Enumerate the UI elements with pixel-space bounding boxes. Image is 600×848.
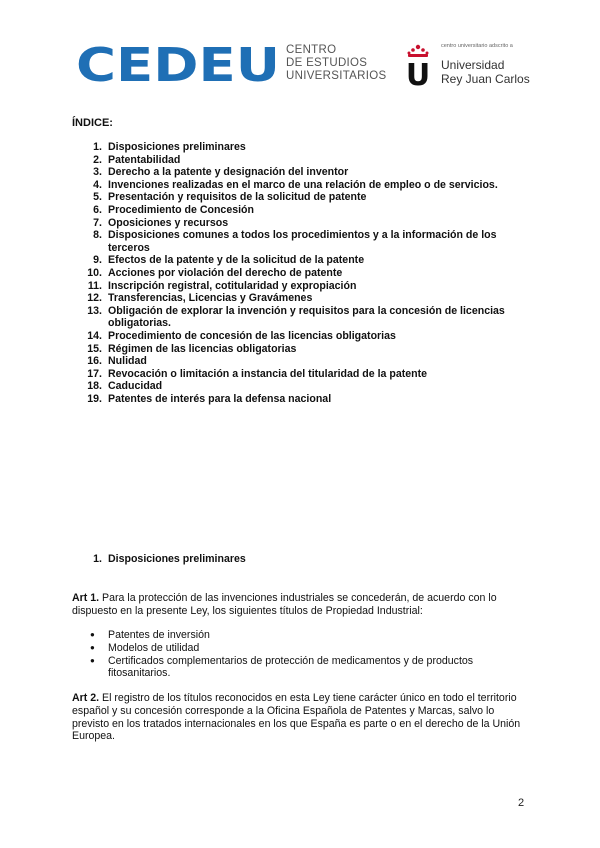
urjc-affiliation: centro universitario adscrito a — [441, 43, 513, 49]
crown-icon — [408, 45, 429, 57]
index-item-text: Efectos de la patente y de la solicitud de la patente — [108, 254, 365, 267]
index-item-number: 12. — [87, 292, 102, 305]
cedeu-subtitle — [286, 44, 386, 83]
index-item-text: Procedimiento de Concesión — [108, 203, 254, 216]
index-item-number: 5. — [93, 191, 102, 204]
index-item-number: 7. — [93, 216, 102, 229]
index-item — [72, 380, 532, 393]
article-label: Art 2. — [72, 692, 100, 704]
index-item-number: 16. — [87, 355, 102, 368]
index-item-text: Derecho a la patente y designación del inventor — [108, 166, 349, 179]
page-header — [0, 0, 600, 100]
index-item-number: 11. — [87, 279, 102, 292]
index-item-text: Régimen de las licencias obligatorias — [108, 342, 297, 355]
bullet-text: Modelos de utilidad — [108, 641, 200, 654]
index-item-text: Oposiciones y recursos — [108, 216, 229, 229]
index-item — [72, 292, 532, 305]
index-list — [72, 141, 532, 405]
index-item — [72, 179, 532, 192]
bullet-icon: ● — [90, 655, 95, 665]
index-item — [72, 204, 532, 217]
urjc-name-line: Rey Juan Carlos — [441, 72, 530, 86]
urjc-logo-letter: U — [405, 58, 431, 86]
urjc-logo — [404, 44, 432, 86]
index-item-number: 6. — [93, 203, 102, 216]
index-item — [72, 191, 532, 204]
index-item-text: Patentes de interés para la defensa nacional — [108, 392, 332, 405]
cedeu-subtitle-line: UNIVERSITARIOS — [286, 70, 387, 82]
index-item-text: Disposiciones comunes a todos los procedimientos y a la información de los terceros — [108, 229, 497, 254]
index-item-text: Caducidad — [108, 380, 163, 393]
article-1 — [72, 592, 532, 618]
index-item-number: 3. — [93, 166, 102, 179]
index-item — [72, 166, 532, 179]
cedeu-subtitle-line: CENTRO — [286, 44, 337, 56]
section-number: 1. — [93, 553, 102, 565]
index-item-text: Disposiciones preliminares — [108, 141, 246, 153]
bullet-text: Certificados complementarios de protección de medicamentos y de productos fitosanitarios. — [108, 654, 474, 680]
cedeu-subtitle-line: DE ESTUDIOS — [286, 57, 368, 69]
cedeu-logo — [76, 43, 280, 85]
index-item — [72, 154, 532, 167]
index-item-text: Transferencias, Licencias y Gravámenes — [108, 292, 313, 305]
index-item — [72, 217, 532, 230]
urjc-name-line: Universidad — [441, 58, 505, 72]
bullet-text: Patentes de inversión — [108, 629, 210, 641]
article-label: Art 1. — [72, 592, 100, 604]
index-item-text: Procedimiento de concesión de las licencias obligatorias — [108, 329, 396, 342]
section-title: Disposiciones preliminares — [108, 553, 246, 565]
index-item-number: 13. — [87, 304, 102, 317]
index-item — [72, 254, 532, 267]
index-item-number: 1. — [93, 141, 102, 153]
index-item — [72, 229, 532, 254]
index-item-text: Revocación o limitación a instancia del titularidad de la patente — [108, 367, 428, 380]
bullet-item — [72, 629, 532, 642]
index-item-number: 19. — [87, 392, 102, 405]
index-item-number: 4. — [93, 178, 102, 191]
bullet-item — [72, 642, 532, 655]
index-item-text: Presentación y requisitos de la solicitud de patente — [108, 191, 367, 204]
section-heading — [72, 553, 246, 565]
bullet-icon: ● — [90, 630, 95, 639]
index-item-text: Obligación de explorar la invención y requisitos para la concesión de licencias obligatorias. — [108, 304, 505, 330]
index-item-number: 10. — [87, 266, 102, 279]
article-text: El registro de los títulos reconocidos en esta Ley tiene carácter único en todo el territorio español y su concesión corresponde a la Oficina Española de Patentes y Marcas, salvo lo previsto en los tratados internacionales en los que España es parte o en el derecho de la Unión Europea. — [72, 692, 521, 743]
index-item — [72, 141, 532, 154]
page-number: 2 — [518, 797, 525, 809]
index-item — [72, 280, 532, 293]
index-item-text: Inscripción registral, cotitularidad y expropiación — [108, 279, 357, 292]
article-2 — [72, 692, 532, 743]
index-item-text: Acciones por violación del derecho de patente — [108, 266, 343, 279]
index-item-text: Patentabilidad — [108, 153, 181, 166]
cedeu-logo-text: CEDEU — [76, 43, 280, 85]
index-item-number: 15. — [87, 342, 102, 355]
index-item-number: 2. — [93, 153, 102, 166]
index-item — [72, 305, 532, 330]
index-item — [72, 355, 532, 368]
index-item-text: Nulidad — [108, 355, 147, 368]
index-item — [72, 267, 532, 280]
bullet-item — [72, 655, 532, 681]
index-title: ÍNDICE: — [72, 117, 113, 129]
index-item-number: 17. — [87, 367, 102, 380]
urjc-name — [441, 58, 530, 86]
index-item-number: 14. — [87, 329, 102, 342]
article-text: Para la protección de las invenciones industriales se concederán, de acuerdo con lo dispuesto en la presente Ley, los siguientes títulos de Propiedad Industrial: — [72, 592, 497, 617]
index-item-number: 8. — [93, 229, 102, 242]
index-item-number: 9. — [93, 254, 102, 267]
bullet-icon: ● — [90, 642, 95, 652]
index-item — [72, 343, 532, 356]
article-1-bullets — [72, 629, 532, 680]
index-item-number: 18. — [87, 380, 102, 393]
index-item — [72, 368, 532, 381]
index-item — [72, 393, 532, 406]
index-item-text: Invenciones realizadas en el marco de una relación de empleo o de servicios. — [108, 178, 498, 191]
index-item — [72, 330, 532, 343]
